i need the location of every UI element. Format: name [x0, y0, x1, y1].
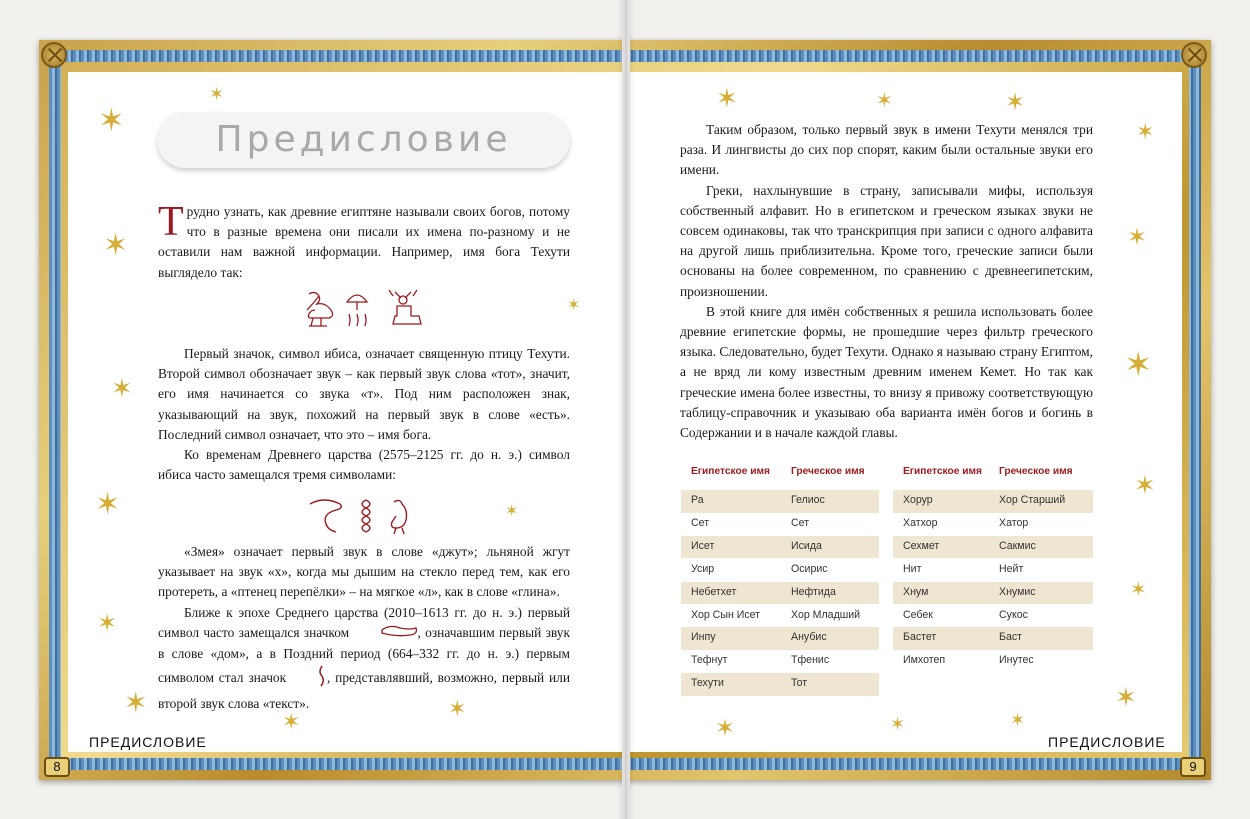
egyptian-name-cell: Ра — [691, 494, 704, 506]
table-header-greek: Греческое имя — [999, 466, 1073, 477]
ibis-replacement-hieroglyphs — [308, 496, 418, 540]
ibis-hieroglyph-icon — [307, 292, 333, 326]
left-para-5-c: , представлявший, возможно, первый или второй звук слова «текст». — [158, 670, 570, 712]
star-decoration-icon: ✶ — [448, 697, 467, 722]
table-row — [893, 513, 1093, 536]
egyptian-name-cell: Сет — [691, 516, 710, 529]
table-row — [681, 490, 879, 513]
greek-name-cell: Сакмис — [999, 539, 1036, 552]
table-row — [893, 582, 1093, 605]
egyptian-name-cell: Исет — [691, 539, 715, 552]
star-decoration-icon: ✶ — [97, 609, 118, 637]
corner-ornament-icon — [41, 42, 67, 68]
page-number-left: 8 — [44, 757, 70, 777]
corner-ornament-icon — [1181, 42, 1207, 68]
greek-name-cell: Хатор — [999, 516, 1029, 529]
greek-name-cell: Тот — [791, 677, 808, 690]
star-decoration-icon: ✶ — [1130, 577, 1147, 601]
left-para-5-a: Ближе к эпохе Среднего царства (2010–1613 гг. до н. э.) первый символ часто замещался значком — [158, 604, 570, 640]
star-decoration-icon: ✶ — [209, 84, 225, 105]
book-spine — [617, 0, 635, 819]
greek-name-cell: Хнумис — [999, 585, 1036, 598]
star-decoration-icon: ✶ — [95, 487, 121, 522]
star-decoration-icon: ✶ — [1005, 88, 1026, 116]
star-decoration-icon: ✶ — [1124, 345, 1153, 385]
left-para-3-text: Ко временам Древнего царства (2575–2125 гг. до н. э.) символ ибиса часто замещался тремя символами: — [158, 447, 570, 483]
egyptian-name-cell: Нит — [903, 562, 922, 575]
left-para-1 — [158, 199, 570, 283]
table-row — [681, 650, 879, 673]
left-para-4 — [158, 542, 570, 714]
table-row — [893, 536, 1093, 559]
left-para-2-text: Первый значок, символ ибиса, означает священную птицу Техути. Второй символ обозначает звук – как первый звук слова «тот», значит, его имя начинается со звука «т». Под ним расположен знак, указывающий на звук, похожий на первый звук в слове «есть». Последний символ означает, что это – имя бога. — [158, 346, 570, 442]
greek-name-cell: Гелиос — [791, 494, 825, 506]
page-title: Предисловие — [157, 112, 570, 168]
star-decoration-icon: ✶ — [715, 714, 736, 742]
star-decoration-icon: ✶ — [282, 710, 301, 735]
cobra-hieroglyph-icon — [310, 500, 341, 532]
left-para-5 — [158, 603, 570, 715]
table-row — [681, 536, 879, 559]
left-para-1-text: рудно узнать, как древние египтяне называли своих богов, потому что в разные времена они писали их имена по-разному и не оставили нам важной информации. Например, имя бога Техути выглядело так: — [158, 204, 570, 280]
right-para-3: В этой книге для имён собственных я решила использовать более древние египетские формы, не прошедшие через фильтр греческого языка. Следовательно, будет Техути. Однако я называю страну Египтом, а не вряд ли кому известным древним именем Кемет. Но так как греческие имена более известны, то внизу я привожу соответствующую таблицу-справочник и указываю оба варианта имён богов и богинь в Содержании и в начале каждой главы. — [680, 303, 1093, 441]
egyptian-name-cell: Хор Сын Исет — [691, 608, 761, 621]
names-table-left — [681, 462, 879, 702]
house-plan-hieroglyph-icon — [354, 624, 418, 644]
left-para-2 — [158, 344, 570, 485]
star-decoration-icon: ✶ — [98, 101, 125, 139]
egyptian-name-cell: Небетхет — [691, 585, 737, 598]
star-decoration-icon: ✶ — [111, 374, 133, 404]
table-row — [681, 582, 879, 605]
greek-name-cell: Хор Младший — [791, 608, 861, 621]
star-decoration-icon: ✶ — [1127, 223, 1148, 251]
star-decoration-icon: ✶ — [876, 88, 893, 112]
table-header-greek: Греческое имя — [791, 466, 865, 477]
page-number-right: 9 — [1180, 757, 1206, 777]
star-decoration-icon: ✶ — [567, 295, 581, 314]
running-head-right: ПРЕДИСЛОВИЕ — [1048, 734, 1166, 750]
egyptian-name-cell: Инпу — [691, 631, 716, 644]
egyptian-name-cell: Сехмет — [903, 539, 940, 552]
table-row — [893, 559, 1093, 582]
twisted-flax-hieroglyph-icon — [362, 500, 370, 532]
greek-name-cell: Хор Старший — [999, 494, 1066, 506]
greek-name-cell: Инутес — [999, 654, 1034, 667]
quail-chick-hieroglyph-icon — [392, 500, 407, 534]
right-para-2: Греки, нахлынувшие в страну, записывали мифы, используя собственный алфавит. Но в египетском и греческом языках звуки не совсем одинаковы, так что транскрипция при записи с одного алфавита на другой лишь приблизительна. Кроме того, греческие записи были основаны на более современном, по сравнению с древнеегипетским, произношении. — [680, 182, 1093, 299]
egyptian-name-cell: Себек — [903, 608, 933, 621]
greek-name-cell: Тфенис — [791, 654, 830, 667]
table-header-egyptian: Египетское имя — [903, 466, 982, 477]
egyptian-name-cell: Тефнут — [691, 654, 728, 667]
greek-name-cell: Сукос — [999, 608, 1028, 621]
bread-loaf-hieroglyph-icon — [347, 295, 367, 326]
right-text — [680, 120, 1093, 443]
names-table-right — [893, 462, 1093, 702]
table-header-egyptian: Египетское имя — [691, 466, 770, 477]
egyptian-name-cell: Имхотеп — [903, 654, 946, 667]
table-row — [681, 559, 879, 582]
star-decoration-icon: ✶ — [1115, 683, 1137, 713]
greek-name-cell: Нейт — [999, 562, 1024, 575]
table-row — [893, 490, 1093, 513]
star-decoration-icon: ✶ — [505, 501, 519, 520]
egyptian-name-cell: Хнум — [903, 585, 929, 598]
star-decoration-icon: ✶ — [124, 686, 148, 719]
right-para-1: Таким образом, только первый звук в имени Техути менялся три раза. И лингвисты до сих пор спорят, каким были остальные звуки его имени. — [680, 122, 1093, 178]
table-row — [893, 605, 1093, 628]
greek-name-cell: Анубис — [791, 631, 827, 644]
greek-name-cell: Исида — [791, 539, 822, 552]
greek-name-cell: Осирис — [791, 562, 828, 575]
egyptian-name-cell: Усир — [691, 562, 715, 575]
star-decoration-icon: ✶ — [1136, 120, 1155, 145]
egyptian-name-cell: Бастет — [903, 631, 937, 644]
greek-name-cell: Баст — [999, 631, 1022, 644]
star-decoration-icon: ✶ — [716, 84, 738, 114]
table-row — [893, 627, 1093, 650]
star-decoration-icon: ✶ — [103, 228, 129, 263]
running-head-left: ПРЕДИСЛОВИЕ — [89, 734, 207, 750]
seated-god-hieroglyph-icon — [389, 290, 421, 324]
egyptian-name-cell: Хорур — [903, 494, 933, 506]
table-row — [681, 673, 879, 696]
greek-name-cell: Нефтида — [791, 585, 836, 598]
left-para-4-text: «Змея» означает первый звук в слове «джут»; льняной жгут указывает на звук «х», когда мы дышим на стекло перед тем, как его протереть, а «птенец перепёлки» – на мягкое «л», как в слове «глина». — [158, 544, 570, 600]
drop-cap: Т — [158, 199, 184, 245]
table-row — [681, 513, 879, 536]
left-para-5-b: , означавшим первый звук в слове «дом», а в Поздний период (664–332 гг. до н. э.) первым символом стал значок — [158, 624, 570, 686]
tehuti-hieroglyphs — [305, 288, 425, 334]
egyptian-name-cell: Техути — [691, 677, 724, 690]
table-row — [893, 650, 1093, 673]
star-decoration-icon: ✶ — [1134, 471, 1156, 501]
tether-hieroglyph-icon — [291, 664, 327, 694]
star-decoration-icon: ✶ — [890, 714, 906, 735]
table-row — [681, 627, 879, 650]
greek-name-cell: Сет — [791, 516, 810, 529]
star-decoration-icon: ✶ — [1010, 710, 1026, 731]
egyptian-name-cell: Хатхор — [903, 516, 938, 529]
table-row — [681, 605, 879, 628]
